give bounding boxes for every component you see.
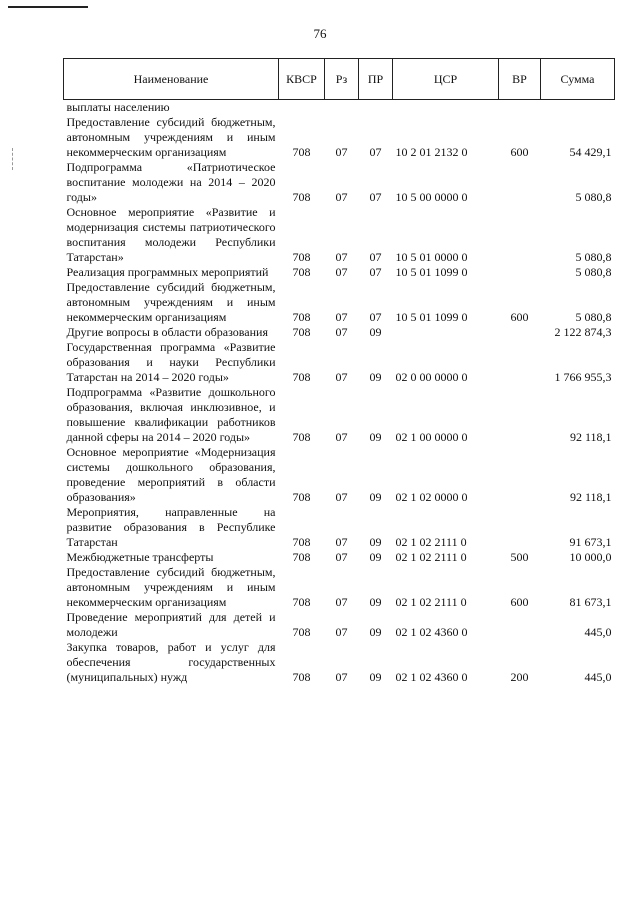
row-sum: 92 118,1 — [569, 430, 612, 444]
header-pr: ПР — [359, 59, 393, 100]
row-vr — [499, 325, 541, 340]
row-sum: 2 122 874,3 — [554, 325, 612, 339]
header-rz: Рз — [325, 59, 359, 100]
row-name: Подпрограмма «Развитие дошкольного образования, включая инклюзивное, и повышение квалификации работников данной сферы на 2014 – 2020 годы» — [66, 385, 276, 444]
row-pr: 09 — [369, 490, 382, 504]
row-name: Реализация программных мероприятий — [66, 265, 269, 279]
header-csr: ЦСР — [393, 59, 499, 100]
row-sum: 91 673,1 — [569, 535, 612, 549]
row-csr: 10 5 01 0000 0 — [395, 250, 468, 264]
row-vr: 600 — [510, 145, 529, 159]
row-kvsr: 708 — [292, 370, 311, 384]
row-rz: 07 — [335, 145, 348, 159]
row-rz: 07 — [335, 490, 348, 504]
row-name: Основное мероприятие «Развитие и модернизация системы патриотического воспитания молодежи Республики Татарстан» — [66, 205, 276, 264]
table-row — [64, 505, 615, 550]
row-kvsr: 708 — [292, 190, 311, 204]
row-kvsr: 708 — [292, 535, 311, 549]
row-pr: 09 — [369, 325, 382, 339]
row-pr: 09 — [369, 535, 382, 549]
header-name: Наименование — [64, 59, 279, 100]
row-vr: 600 — [510, 595, 529, 609]
row-sum: 81 673,1 — [569, 595, 612, 609]
header-sum: Сумма — [541, 59, 615, 100]
row-rz: 07 — [335, 190, 348, 204]
table-row — [64, 280, 615, 325]
row-rz: 07 — [335, 550, 348, 564]
row-rz: 07 — [335, 370, 348, 384]
row-pr: 07 — [369, 250, 382, 264]
row-rz: 07 — [335, 670, 348, 684]
row-csr: 10 5 01 1099 0 — [395, 310, 468, 324]
row-vr: 500 — [510, 550, 529, 564]
row-rz: 07 — [335, 625, 348, 639]
row-name: Закупка товаров, работ и услуг для обеспечения государственных (муниципальных) нужд — [66, 640, 276, 684]
table-row — [64, 115, 615, 160]
row-name: выплаты населению — [66, 100, 170, 114]
row-sum: 445,0 — [584, 625, 612, 639]
row-kvsr: 708 — [292, 490, 311, 504]
row-name: Межбюджетные трансферты — [66, 550, 214, 564]
row-name: Мероприятия, направленные на развитие образования в Республике Татарстан — [66, 505, 276, 549]
row-name: Предоставление субсидий бюджетным, автономным учреждениям и иным некоммерческим организациям — [66, 115, 276, 159]
row-name: Проведение мероприятий для детей и молодежи — [66, 610, 276, 639]
row-pr: 09 — [369, 550, 382, 564]
row-csr: 02 1 00 0000 0 — [395, 430, 468, 444]
row-kvsr: 708 — [292, 250, 311, 264]
row-pr: 07 — [369, 190, 382, 204]
header-vr: ВР — [499, 59, 541, 100]
row-csr: 02 1 02 0000 0 — [395, 490, 468, 504]
table-body — [64, 100, 615, 686]
row-csr: 10 5 00 0000 0 — [395, 190, 468, 204]
row-kvsr: 708 — [292, 550, 311, 564]
row-kvsr — [279, 100, 325, 116]
header-kvsr: КВСР — [279, 59, 325, 100]
table-row — [64, 445, 615, 505]
table-row — [64, 265, 615, 280]
row-csr: 02 1 02 2111 0 — [395, 595, 467, 609]
row-pr: 07 — [369, 265, 382, 279]
row-pr: 07 — [369, 145, 382, 159]
row-kvsr: 708 — [292, 430, 311, 444]
table-row — [64, 325, 615, 340]
row-kvsr: 708 — [292, 670, 311, 684]
row-name: Другие вопросы в области образования — [66, 325, 268, 339]
table-row — [64, 640, 615, 685]
row-rz: 07 — [335, 325, 348, 339]
row-vr — [499, 205, 541, 265]
row-name: Предоставление субсидий бюджетным, автономным учреждениям и иным некоммерческим организациям — [66, 565, 276, 609]
row-kvsr: 708 — [292, 625, 311, 639]
row-sum — [541, 100, 615, 116]
row-kvsr: 708 — [292, 595, 311, 609]
row-name: Предоставление субсидий бюджетным, автономным учреждениям и иным некоммерческим организациям — [66, 280, 276, 324]
row-rz: 07 — [335, 310, 348, 324]
row-sum: 445,0 — [584, 670, 612, 684]
table-row — [64, 565, 615, 610]
table-row — [64, 205, 615, 265]
table-row — [64, 160, 615, 205]
row-sum: 1 766 955,3 — [554, 370, 612, 384]
row-name: Основное мероприятие «Модернизация системы дошкольного образования, проведение мероприятий в области образования» — [66, 445, 276, 504]
row-pr: 09 — [369, 430, 382, 444]
row-sum: 5 080,8 — [575, 310, 612, 324]
table-header-row — [64, 59, 615, 100]
row-sum: 5 080,8 — [575, 190, 612, 204]
row-vr — [499, 610, 541, 640]
budget-table — [63, 58, 615, 685]
row-pr: 09 — [369, 370, 382, 384]
row-kvsr: 708 — [292, 310, 311, 324]
row-vr: 200 — [510, 670, 529, 684]
row-kvsr: 708 — [292, 145, 311, 159]
row-csr — [393, 325, 499, 340]
table-row — [64, 610, 615, 640]
table-row — [64, 385, 615, 445]
margin-mark — [12, 148, 14, 170]
row-csr: 10 5 01 1099 0 — [395, 265, 468, 279]
table-row — [64, 100, 615, 116]
row-pr: 09 — [369, 595, 382, 609]
row-pr — [359, 100, 393, 116]
row-vr — [499, 445, 541, 505]
row-sum: 92 118,1 — [569, 490, 612, 504]
row-rz: 07 — [335, 595, 348, 609]
row-kvsr: 708 — [292, 265, 311, 279]
row-rz — [325, 100, 359, 116]
row-sum: 54 429,1 — [569, 145, 612, 159]
table-row — [64, 550, 615, 565]
row-vr — [499, 160, 541, 205]
row-rz: 07 — [335, 250, 348, 264]
row-vr — [499, 340, 541, 385]
row-sum: 5 080,8 — [575, 265, 612, 279]
row-csr: 02 0 00 0000 0 — [395, 370, 468, 384]
row-rz: 07 — [335, 265, 348, 279]
row-csr: 02 1 02 2111 0 — [395, 550, 467, 564]
row-vr — [499, 100, 541, 116]
top-rule — [8, 6, 88, 8]
row-sum: 10 000,0 — [569, 550, 612, 564]
row-pr: 07 — [369, 310, 382, 324]
row-csr: 10 2 01 2132 0 — [395, 145, 468, 159]
row-vr — [499, 265, 541, 280]
row-pr: 09 — [369, 670, 382, 684]
row-kvsr: 708 — [292, 325, 311, 339]
row-name: Государственная программа «Развитие образования и науки Республики Татарстан на 2014 – 2020 годы» — [66, 340, 276, 384]
row-pr: 09 — [369, 625, 382, 639]
row-csr: 02 1 02 4360 0 — [395, 670, 468, 684]
row-rz: 07 — [335, 535, 348, 549]
row-csr — [393, 100, 499, 116]
row-name: Подпрограмма «Патриотическое воспитание молодежи на 2014 – 2020 годы» — [66, 160, 276, 204]
row-rz: 07 — [335, 430, 348, 444]
row-csr: 02 1 02 2111 0 — [395, 535, 467, 549]
row-vr — [499, 505, 541, 550]
table-row — [64, 340, 615, 385]
page-number: 76 — [313, 26, 327, 41]
row-csr: 02 1 02 4360 0 — [395, 625, 468, 639]
row-vr: 600 — [510, 310, 529, 324]
row-sum: 5 080,8 — [575, 250, 612, 264]
row-vr — [499, 385, 541, 445]
